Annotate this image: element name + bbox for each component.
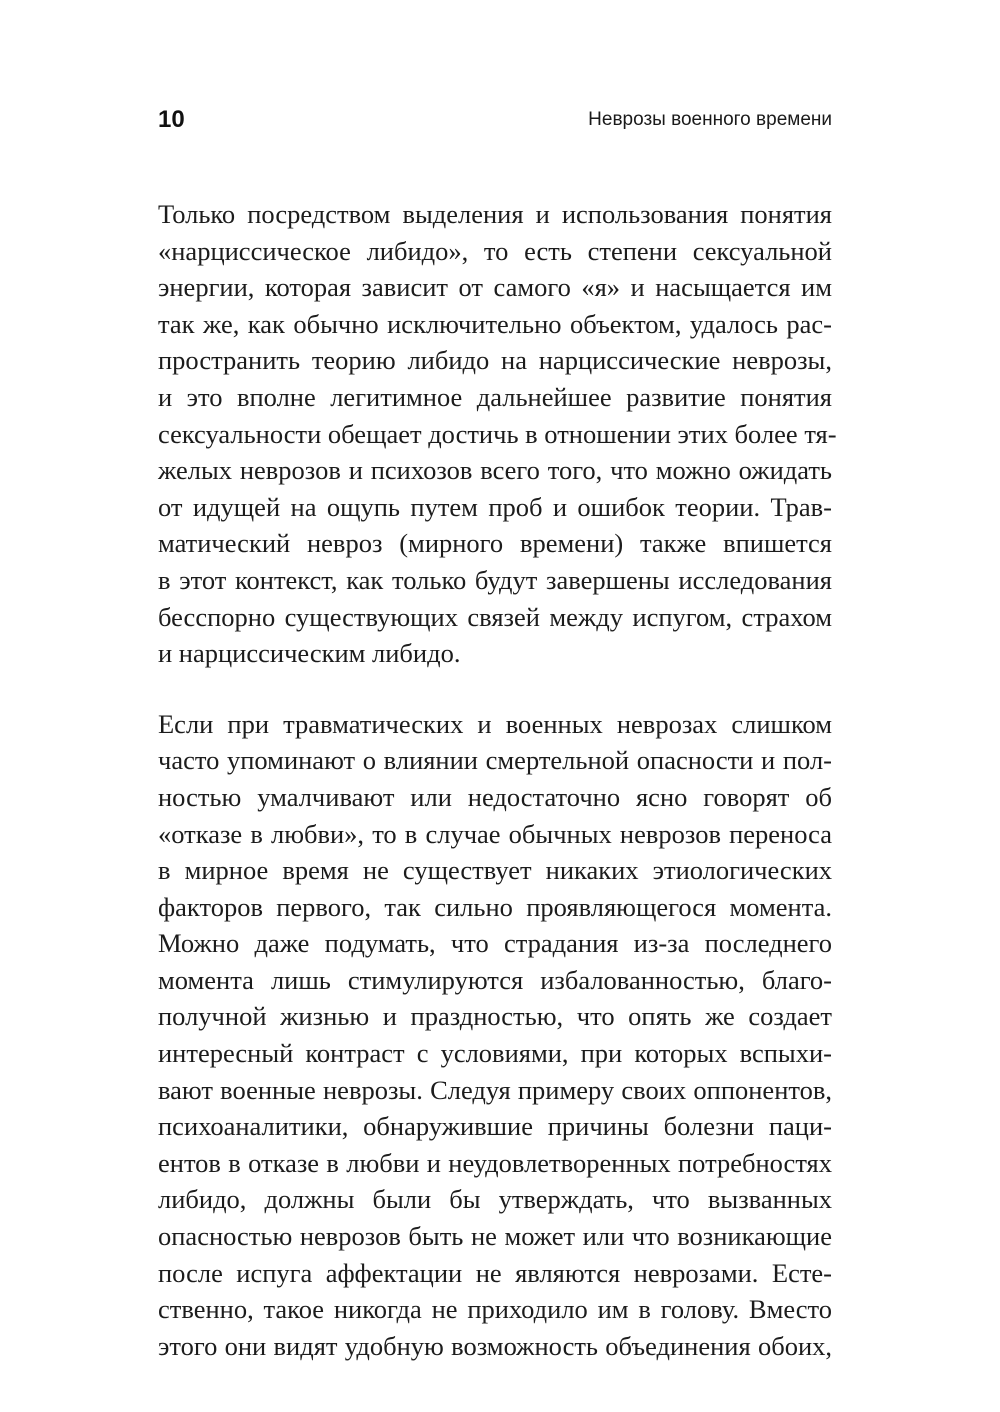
text-line: пространить теорию либидо на нарциссические неврозы, <box>158 345 832 376</box>
text-line: энергии, которая зависит от самого «я» и насыщается им <box>158 272 832 303</box>
text-line: психоаналитики, обнаружившие причины болезни паци- <box>158 1111 832 1142</box>
text-line: «отказе в любви», то в случае обычных неврозов переноса <box>158 818 832 849</box>
paragraph-2 <box>158 706 832 1365</box>
text-line: опасностью неврозов быть не может или что возникающие <box>158 1221 832 1252</box>
text-line: Можно даже подумать, что страдания из-за последнего <box>158 928 832 959</box>
paragraph-1 <box>158 196 837 672</box>
text-line: «нарциссическое либидо», то есть степени сексуальной <box>158 235 832 266</box>
text-line: вают военные неврозы. Следуя примеру своих оппонентов, <box>158 1074 832 1105</box>
body-text <box>158 196 837 1364</box>
text-line: Если при травматических и военных неврозах слишком <box>158 708 832 739</box>
text-line: момента лишь стимулируются избалованностью, благо- <box>158 964 832 995</box>
text-line: либидо, должны были бы утверждать, что вызванных <box>158 1184 832 1215</box>
text-line: ственно, такое никогда не приходило им в голову. Вместо <box>158 1294 832 1325</box>
text-line: получной жизнью и праздностью, что опять же создает <box>158 1001 832 1032</box>
text-line: желых неврозов и психозов всего того, что можно ожидать <box>158 455 832 486</box>
text-line: в этот контекст, как только будут завершены исследования <box>158 564 832 595</box>
text-line: и это вполне легитимное дальнейшее развитие понятия <box>158 381 832 412</box>
text-line: Только посредством выделения и использования понятия <box>158 199 832 229</box>
running-title: Неврозы военного времени <box>588 109 832 130</box>
text-line: часто упоминают о влиянии смертельной опасности и пол- <box>158 745 832 776</box>
running-head <box>158 104 832 140</box>
text-line: и нарциссическим либидо. <box>158 638 461 669</box>
text-line: ностью умалчивают или недостаточно ясно говорят об <box>158 781 832 812</box>
text-line: в мирное время не существует никаких этиологических <box>158 855 832 886</box>
text-line: сексуальности обещает достичь в отношении этих более тя- <box>158 418 837 449</box>
text-line: так же, как обычно исключительно объектом, удалось рас- <box>158 308 832 339</box>
text-line: от идущей на ощупь путем проб и ошибок теории. Трав- <box>158 491 832 522</box>
text-line: матический невроз (мирного времени) также впишется <box>158 528 832 559</box>
text-line: после испуга аффектации не являются неврозами. Есте- <box>158 1257 832 1288</box>
text-line: ентов в отказе в любви и неудовлетворенных потребностях <box>158 1147 832 1178</box>
text-line: факторов первого, так сильно проявляющегося момента. <box>158 891 832 922</box>
text-line: бесспорно существующих связей между испугом, страхом <box>158 601 832 632</box>
text-line: интересный контраст с условиями, при которых вспыхи- <box>158 1038 832 1069</box>
text-line: этого они видят удобную возможность объединения обоих, <box>158 1330 832 1361</box>
page-number: 10 <box>158 106 185 133</box>
